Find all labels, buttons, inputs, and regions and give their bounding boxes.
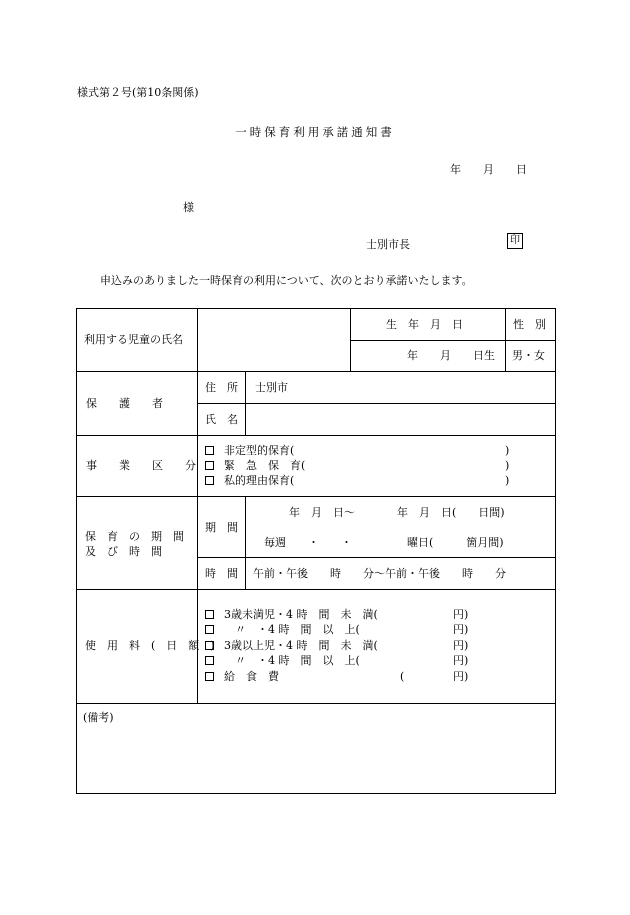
fee-unit: 円) (453, 639, 469, 652)
kikan-label: 期 間 (205, 521, 238, 534)
period-start: 年 月 日〜 (289, 506, 355, 519)
date-month: 月 (483, 163, 494, 176)
business-option-close: ) (505, 444, 510, 457)
address-value: 士別市 (255, 381, 288, 394)
fee-label: 使 用 料 ( 日 額 ) (85, 639, 215, 652)
fee-row: 3歳以上児・4 時 間 未 満( (205, 639, 378, 653)
fee-unit: 円) (453, 623, 469, 636)
fee-unit: 円) (453, 608, 469, 621)
gender-label: 性 別 (513, 318, 546, 331)
fee-unit: 円) (453, 670, 469, 683)
address-label: 住 所 (205, 381, 238, 394)
weekly-days: 毎週 ・ ・ (264, 536, 352, 549)
checkbox[interactable] (205, 610, 214, 619)
fee-row: 給 食 費 (205, 670, 279, 684)
business-option: 緊 急 保 育( (205, 459, 305, 473)
checkbox[interactable] (205, 672, 214, 681)
column-divider (245, 496, 246, 589)
row-divider (77, 371, 555, 372)
child-name-label: 利用する児童の氏名 (84, 333, 183, 346)
weekly-months: 曜日( 箇月間) (407, 536, 504, 549)
fee-row: 3歳未満児・4 時 間 未 満( (205, 608, 378, 622)
row-divider (77, 435, 555, 436)
checkbox[interactable] (205, 446, 214, 455)
checkbox[interactable] (205, 461, 214, 470)
row-divider (350, 340, 555, 341)
approval-form-table (76, 308, 556, 794)
fee-row: 〃 ・4 時 間 以 上( (205, 654, 360, 668)
business-option-close: ) (505, 459, 510, 472)
business-option-close: ) (505, 474, 510, 487)
row-divider (77, 496, 555, 497)
period-end: 年 月 日( 日間) (397, 506, 505, 519)
birthdate-label: 生 年 月 日 (386, 318, 463, 331)
column-divider (245, 371, 246, 435)
remarks-label: (備考) (83, 711, 114, 724)
birthdate-value: 年 月 日生 (407, 349, 495, 362)
date-day: 日 (516, 163, 527, 176)
fee-row: 〃 ・4 時 間 以 上( (205, 623, 360, 637)
seal-mark: 印 (507, 233, 523, 249)
checkbox[interactable] (205, 641, 214, 650)
business-category-label: 事 業 区 分 (86, 459, 196, 472)
guardian-label: 保 護 者 (86, 397, 163, 410)
name-label: 氏 名 (205, 413, 238, 426)
fee-open-paren: ( (400, 670, 405, 683)
column-divider (350, 309, 351, 371)
row-divider (77, 589, 555, 590)
fee-unit: 円) (453, 654, 469, 667)
period-label-line1: 保 育 の 期 間 (85, 530, 184, 543)
checkbox[interactable] (205, 476, 214, 485)
checkbox[interactable] (205, 656, 214, 665)
column-divider (505, 309, 506, 371)
document-title: 一時保育利用承諾通知書 (235, 125, 395, 139)
time-range: 午前・午後 時 分〜午前・午後 時 分 (253, 567, 506, 580)
date-line (450, 161, 527, 177)
business-option: 非定型的保育( (205, 444, 294, 458)
row-divider (77, 703, 555, 704)
gender-value: 男・女 (512, 349, 545, 362)
issuer: 士別市長 (366, 238, 410, 251)
notice-text: 申込みのありました一時保育の利用について、次のとおり承諾いたします。 (100, 274, 473, 287)
row-divider (197, 557, 555, 558)
addressee-suffix: 様 (183, 201, 194, 214)
business-option: 私的理由保育( (205, 474, 294, 488)
jikan-label: 時 間 (205, 567, 238, 580)
date-year: 年 (450, 163, 461, 176)
checkbox[interactable] (205, 625, 214, 634)
form-number: 様式第２号(第10条関係) (77, 86, 199, 99)
row-divider (197, 403, 555, 404)
period-label-line2: 及 び 時 間 (85, 545, 162, 558)
